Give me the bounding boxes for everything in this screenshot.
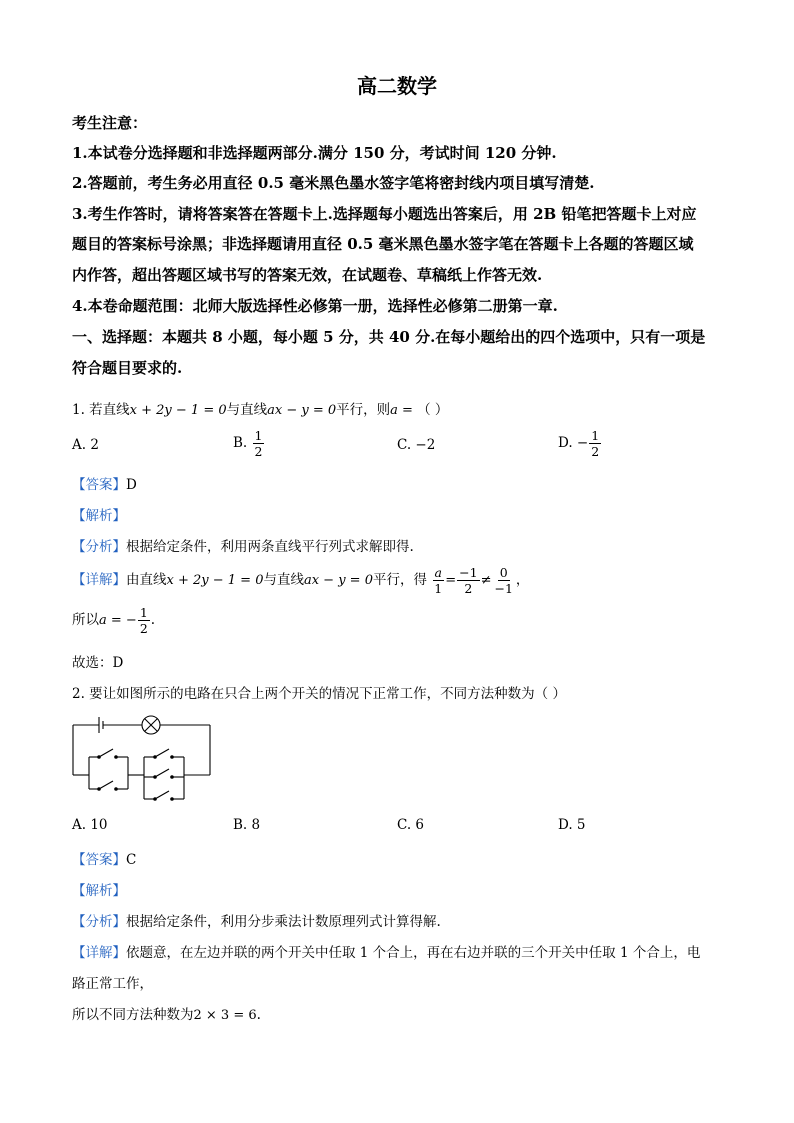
page-title: 高二数学 (357, 74, 437, 98)
notice-heading: 考生注意： (72, 114, 148, 132)
notice-item-3-cont2: 内作答，超出答题区域书写的答案无效，在试题卷、草稿纸上作答无效. (72, 266, 543, 284)
q2-option-b: B. 8 (233, 817, 261, 833)
notice-item-1: 1.本试卷分选择题和非选择题两部分.满分 150 分，考试时间 120 分钟. (72, 144, 557, 162)
q1-so: 所以a = − $\frac{1}{2}$ . (72, 605, 156, 636)
notice-item-4: 4.本卷命题范围：北师大版选择性必修第一册，选择性必修第二册第一章. (72, 297, 558, 315)
q1-option-b: B. $\frac{1}{2}$ (233, 428, 263, 459)
section-heading-cont: 符合题目要求的. (72, 359, 183, 377)
q2-fenxi: 【分析】根据给定条件，利用分步乘法计数原理列式计算得解. (72, 914, 441, 930)
q2-xiangjie: 【详解】依题意，在左边并联的两个开关中任取 1 个合上，再在右边并联的三个开关中任取 1 个合上，电 (72, 945, 701, 961)
q1-choose: 故选：D (72, 655, 124, 671)
q1-option-d: D. − $\frac{1}{2}$ (558, 428, 600, 459)
q1-option-c: C. −2 (397, 437, 436, 453)
question-1-stem: 1. 若直线x + 2y − 1 = 0与直线ax − y = 0平行，则a = （ ） (72, 402, 449, 418)
q2-analysis-tag: 【解析】 (72, 883, 126, 899)
q1-analysis-tag: 【解析】 (72, 508, 126, 524)
notice-item-3: 3.考生作答时，请将答案答在答题卡上.选择题每小题选出答案后，用 2B 铅笔把答题卡上对应 (72, 205, 697, 223)
notice-item-3-cont: 题目的答案标号涂黑；非选择题请用直径 0.5 毫米黑色墨水签字笔在答题卡上各题的答题区域 (72, 235, 694, 253)
q2-option-a: A. 10 (72, 817, 108, 833)
q1-option-a: A. 2 (72, 437, 99, 453)
notice-item-2: 2.答题前，考生务必用直径 0.5 毫米黑色墨水签字笔将密封线内项目填写清楚. (72, 174, 595, 192)
section-heading: 一、选择题：本题共 8 小题，每小题 5 分，共 40 分.在每小题给出的四个选项中，只有一项是 (72, 328, 706, 346)
q1-xiangjie: 【详解】由直线x + 2y − 1 = 0与直线ax − y = 0平行，得 $\frac{a}{1}$ = $\frac{-1}{2}$ ≠ $\frac{0}{-1}$ ， (72, 565, 530, 596)
q2-conclusion: 所以不同方法种数为2 × 3 = 6. (72, 1007, 261, 1023)
q2-option-c: C. 6 (397, 817, 425, 833)
q2-xiangjie-cont: 路正常工作， (72, 976, 153, 992)
q2-answer: 【答案】C (72, 852, 137, 868)
q2-option-d: D. 5 (558, 817, 586, 833)
q1-answer: 【答案】D (72, 477, 137, 493)
circuit-diagram (70, 712, 215, 804)
q1-fenxi: 【分析】根据给定条件，利用两条直线平行列式求解即得. (72, 539, 414, 555)
question-2-stem: 2. 要让如图所示的电路在只合上两个开关的情况下正常工作，不同方法种数为（ ） (72, 686, 566, 702)
